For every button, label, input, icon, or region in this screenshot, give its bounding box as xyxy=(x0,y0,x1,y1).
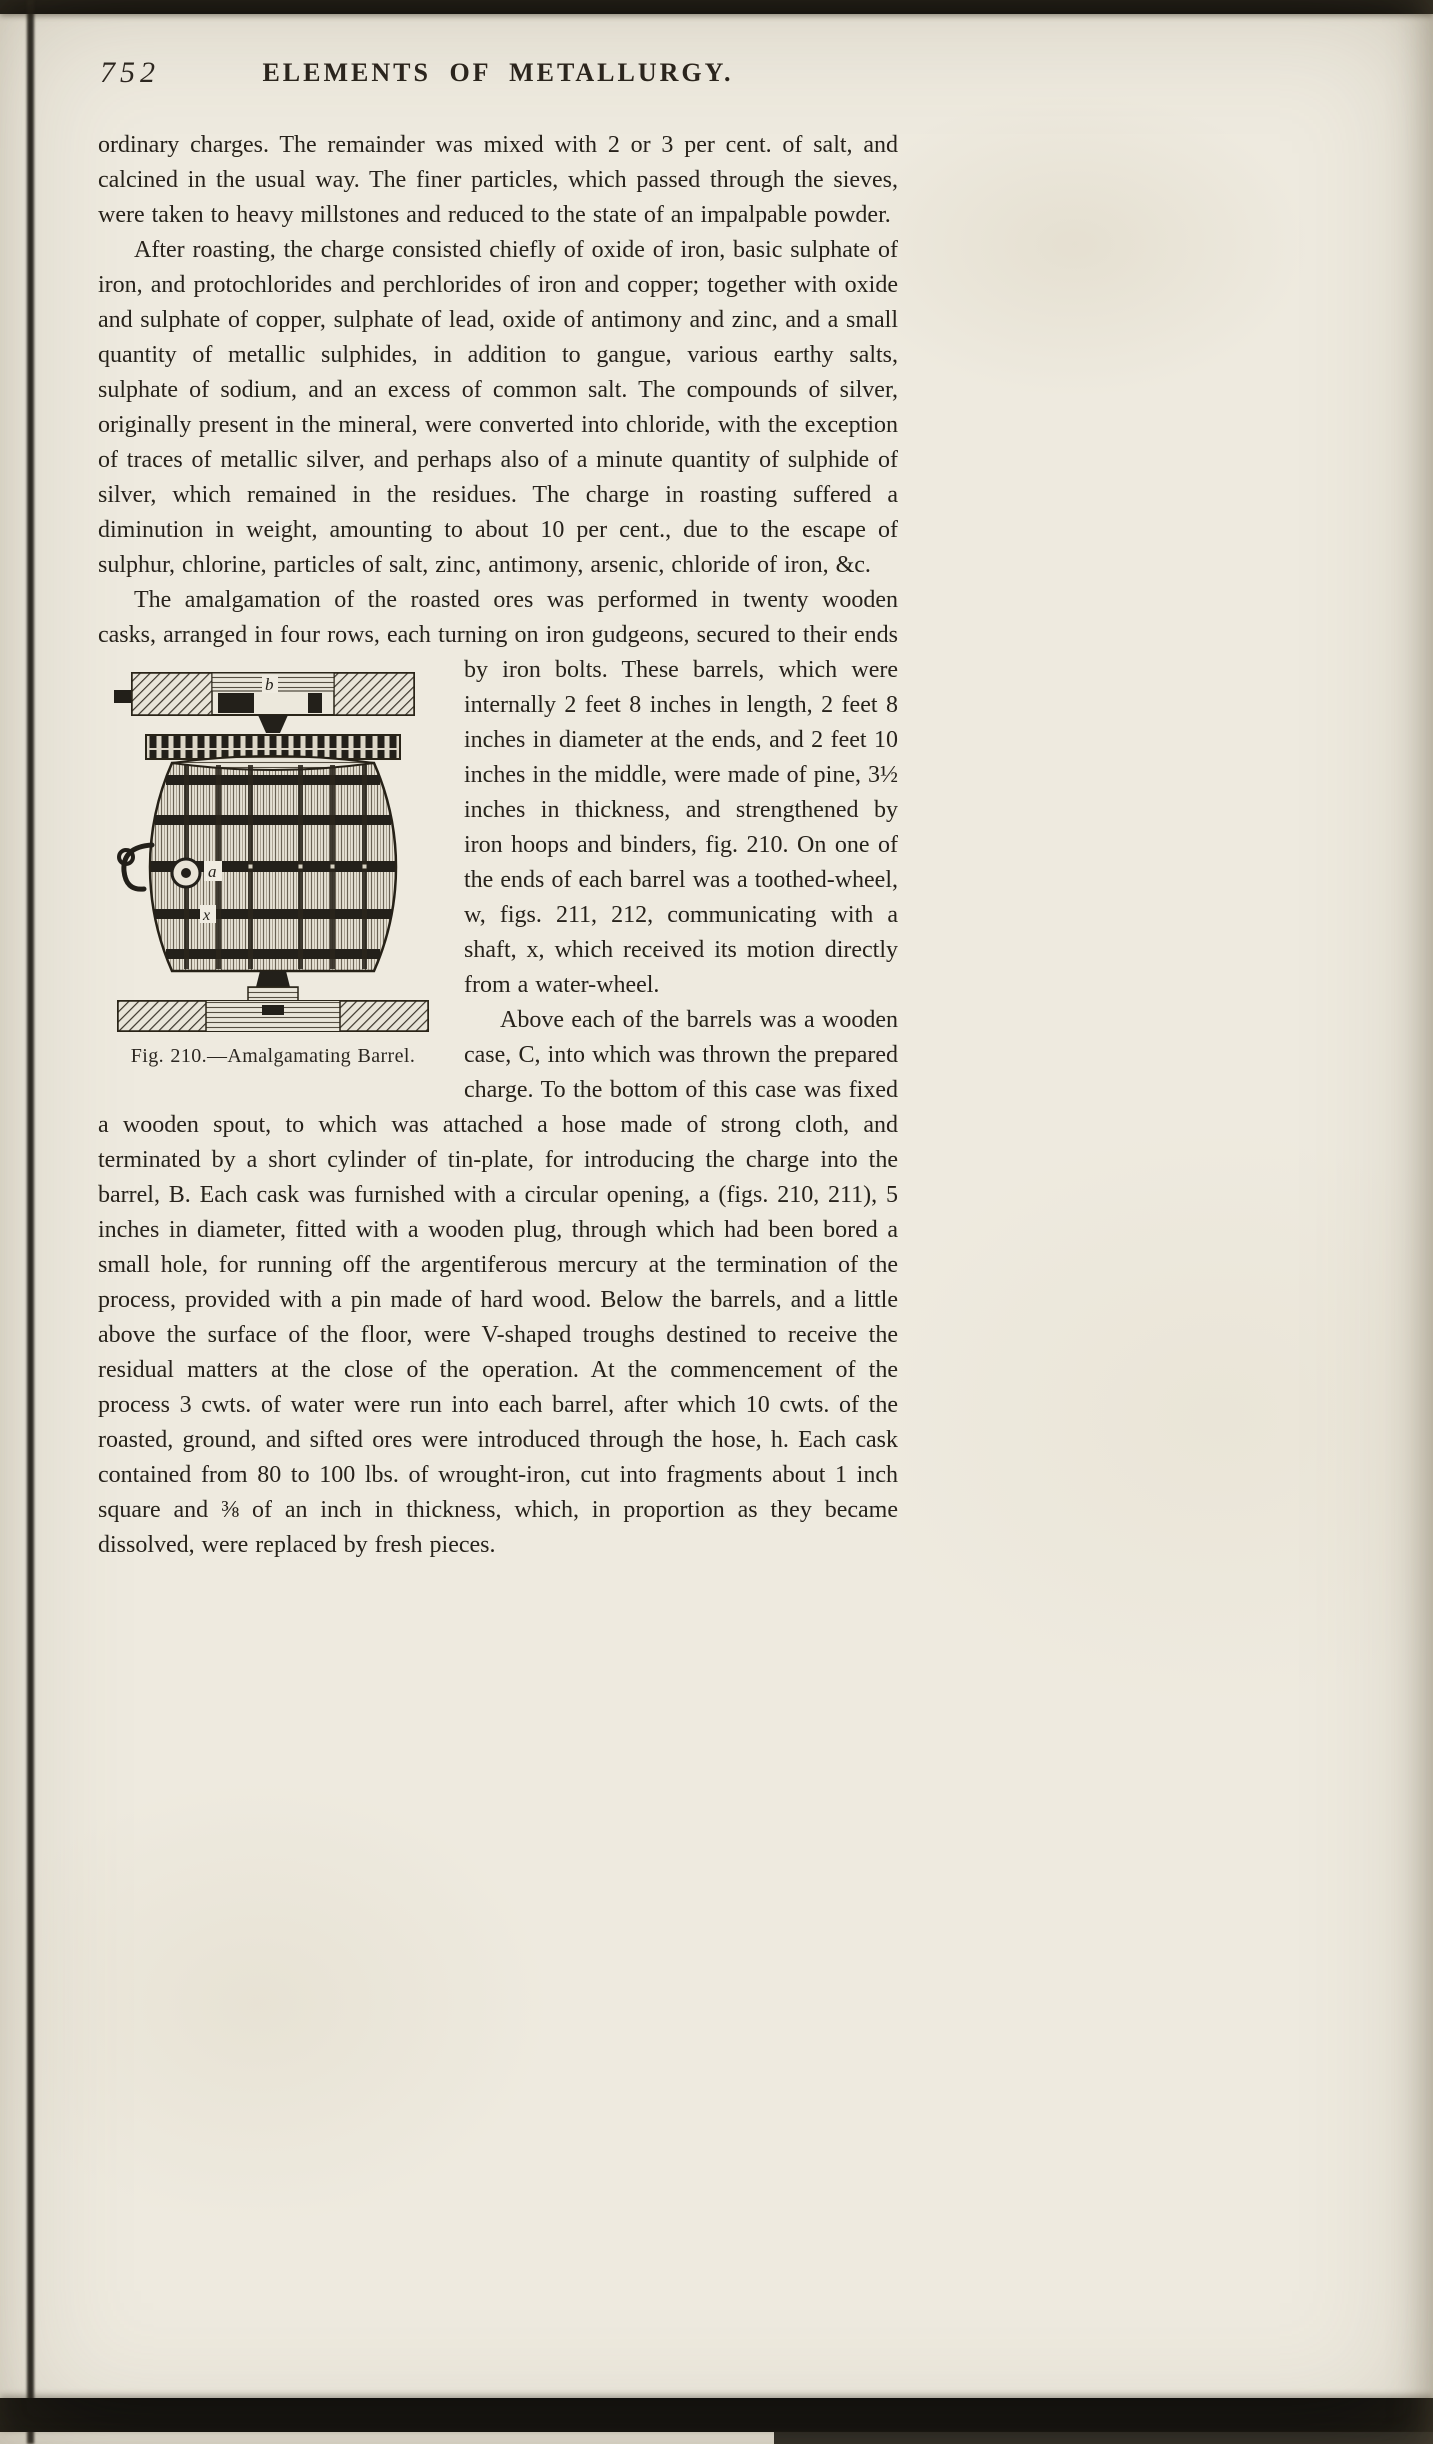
paragraph-4: Above each of the barrels was a wooden case, C, into which was thrown the prepared charge. To the bottom of this case was fixed a wooden spout, to which was attached a hose made of strong cloth, and terminated by a short cylinder of tin-plate, for introducing the charge into the barrel, B. Each cask was furnished with a circular opening, a (figs. 210, 211), 5 inches in diameter, fitted with a wooden plug, through which had been bored a small hole, for running off the argentiferous mercury at the termination of the process, provided with a pin made of hard wood. Below the barrels, and a little above the surface of the floor, were V-shaped troughs destined to receive the residual matters at the close of the operation. At the commencement of the process 3 cwts. of water were run into each barrel, after which 10 cwts. of the roasted, ground, and sifted ores were introduced through the hose, h. Each cask contained from 80 to 100 lbs. of wrought-iron, cut into fragments about 1 inch square and ⅜ of an inch in thickness, which, in proportion as they became dissolved, were replaced by fresh pieces. xyxy=(98,1007,898,1558)
scan-corner-bottom-right xyxy=(774,2431,1433,2444)
figure-label-a: a xyxy=(208,862,217,881)
barrel-engraving-illustration xyxy=(112,661,434,1033)
paragraph-1: ordinary charges. The remainder was mixed with 2 or 3 per cent. of salt, and calcined in the usual way. The finer particles, which passed through the sieves, were taken to heavy millstones and reduced to the state of an impalpable powder. xyxy=(98,132,898,228)
figure-caption: Fig. 210.—Amalgamating Barrel. xyxy=(130,1045,416,1067)
figure-label-x: x xyxy=(203,907,211,924)
page-number: 752 xyxy=(100,56,160,89)
paragraph-3-before-figure: The amalgamation of the roasted ores was performed in twenty wooden casks, arranged in four rows, each turning on iron gudgeons, secured to their ends by iron bolts. These barrels, which were xyxy=(98,587,898,683)
scan-edge-top xyxy=(0,0,1433,14)
barrel-base xyxy=(118,971,428,1031)
barrel-body xyxy=(119,756,396,971)
paragraph-2: After roasting, the charge consisted chiefly of oxide of iron, basic sulphate of iron, and protochlorides and perchlorides of iron and copper; together with oxide and sulphate of copper, sulphate of lead, oxide of antimony and zinc, and a small quantity of metallic sulphides, in addition to gangue, various earthy salts, sulphate of sodium, and an excess of common salt. The compounds of silver, originally present in the mineral, were converted into chloride, with the exception of traces of metallic silver, and perhaps also of a minute quantity of sulphide of silver, which remained in the residues. The charge in roasting suffered a diminution in weight, amounting to about 10 per cent., due to the escape of sulphur, chlorine, particles of salt, zinc, antimony, arsenic, chloride of iron, &c. xyxy=(98,237,898,578)
paragraph-3-after-figure: internally 2 feet 8 inches in length, 2 feet 8 inches in diameter at the ends, and 2 feet 10 inches in the middle, were made of pine, 3½ inches in thickness, and strengthened by iron hoops and binders, fig. 210. On one of the ends of each barrel was a toothed-wheel, w, figs. 211, 212, communicating with a shaft, x, which received its motion directly from a water-wheel. xyxy=(464,692,898,998)
scan-edge-bottom xyxy=(0,2398,1433,2432)
figure-label-b: b xyxy=(265,675,274,694)
paragraph-3 xyxy=(98,583,898,1067)
barrel-top-frame xyxy=(114,673,414,733)
scan-edge-left xyxy=(27,0,34,2444)
running-head: ELEMENTS OF METALLURGY. xyxy=(262,58,734,87)
body-text xyxy=(98,128,898,1563)
figure-amalgamating-barrel xyxy=(112,661,434,1069)
page-header xyxy=(98,52,898,100)
page-body xyxy=(98,52,898,1563)
